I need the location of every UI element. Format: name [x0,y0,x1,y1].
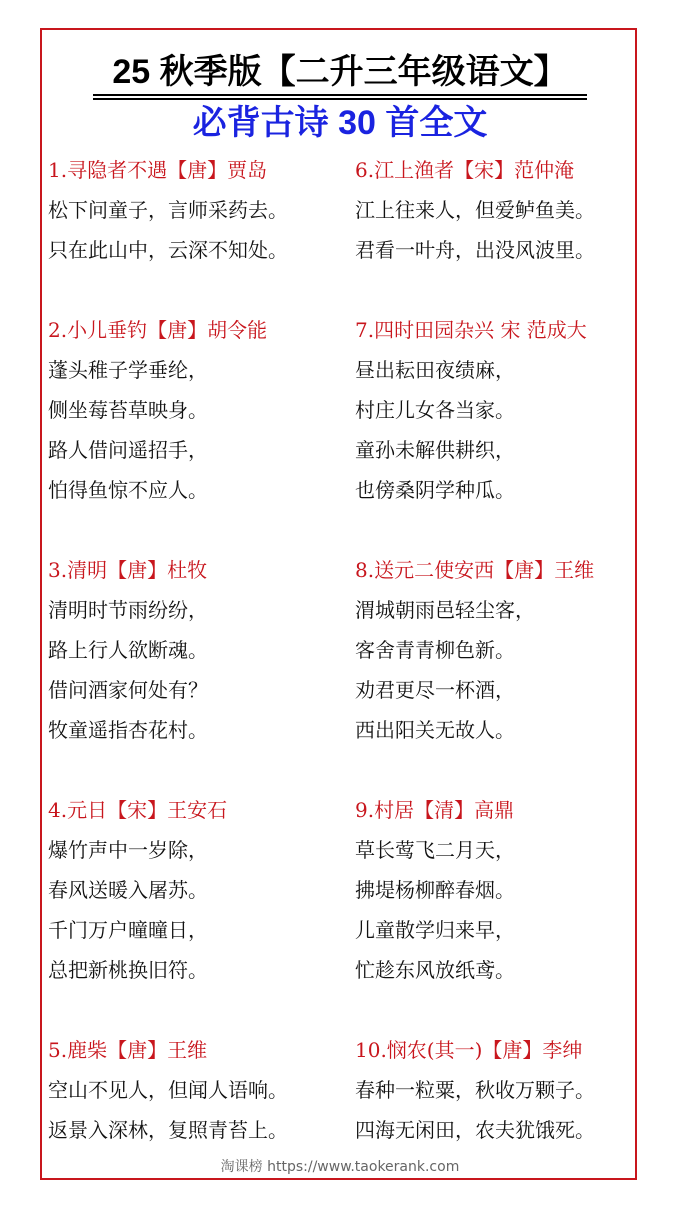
poem-line: 春风送暖入屠苏。 [48,878,208,902]
poem-line: 松下问童子，言师采药去。 [48,198,288,222]
poem-title: 5.鹿柴【唐】王维 [48,1038,208,1062]
poem-title: 10.悯农(其一)【唐】李绅 [355,1038,583,1062]
poem-line: 怕得鱼惊不应人。 [48,478,208,502]
poem-1 [48,158,338,262]
poem-title: 8.送元二使安西【唐】王维 [355,558,595,582]
poem-line: 四海无闲田，农夫犹饿死。 [355,1118,595,1142]
poem-10 [355,1038,645,1142]
poem-line: 爆竹声中一岁除， [48,838,208,862]
poem-title: 3.清明【唐】杜牧 [48,558,208,582]
poem-line: 侧坐莓苔草映身。 [48,398,208,422]
poem-line: 路上行人欲断魂。 [48,638,208,662]
poem-line: 返景入深林，复照青苔上。 [48,1118,288,1142]
poem-line: 童孙未解供耕织， [355,438,515,462]
poem-line: 借问酒家何处有？ [48,678,208,702]
poem-line: 昼出耘田夜绩麻， [355,358,515,382]
poem-line: 渭城朝雨邑轻尘客， [355,598,535,622]
poem-title: 4.元日【宋】王安石 [48,798,228,822]
poem-line: 蓬头稚子学垂纶， [48,358,208,382]
poem-6 [355,158,645,262]
poem-line: 路人借问遥招手， [48,438,208,462]
poem-line: 村庄儿女各当家。 [355,398,515,422]
poem-line: 也傍桑阴学种瓜。 [355,478,515,502]
poem-line: 劝君更尽一杯酒， [355,678,515,702]
poem-line: 君看一叶舟，出没风波里。 [355,238,595,262]
poem-line: 江上往来人，但爱鲈鱼美。 [355,198,595,222]
poem-line: 总把新桃换旧符。 [48,958,208,982]
poem-9 [355,798,645,982]
poem-title: 1.寻隐者不遇【唐】贾岛 [48,158,268,182]
poem-line: 牧童遥指杏花村。 [48,718,208,742]
poem-line: 草长莺飞二月天， [355,838,515,862]
poem-line: 清明时节雨纷纷， [48,598,208,622]
poem-line: 忙趁东风放纸鸢。 [355,958,515,982]
poem-2 [48,318,338,502]
poem-title: 9.村居【清】高鼎 [355,798,515,822]
poem-line: 只在此山中，云深不知处。 [48,238,288,262]
poem-line: 西出阳关无故人。 [355,718,515,742]
poem-line: 空山不见人，但闻人语响。 [48,1078,288,1102]
poem-line: 千门万户曈曈日， [48,918,208,942]
page-title: 25 秋季版【二升三年级语文】 [112,53,568,91]
poem-4 [48,798,338,982]
poem-7 [355,318,645,502]
poem-line: 儿童散学归来早， [355,918,515,942]
poem-title: 6.江上渔者【宋】范仲淹 [355,158,575,182]
poem-title: 2.小儿垂钓【唐】胡令能 [48,318,268,342]
poem-line: 拂堤杨柳醉春烟。 [355,878,515,902]
poem-line: 客舍青青柳色新。 [355,638,515,662]
page-subtitle: 必背古诗 30 首全文 [192,104,488,142]
poem-title: 7.四时田园杂兴 宋 范成大 [355,318,587,342]
poem-5 [48,1038,338,1142]
poem-line: 春种一粒粟，秋收万颗子。 [355,1078,595,1102]
poem-8 [355,558,645,742]
footer-watermark: 淘课榜 https://www.taokerank.com [220,1159,460,1175]
title-double-underline [93,94,587,100]
poem-3 [48,558,338,742]
